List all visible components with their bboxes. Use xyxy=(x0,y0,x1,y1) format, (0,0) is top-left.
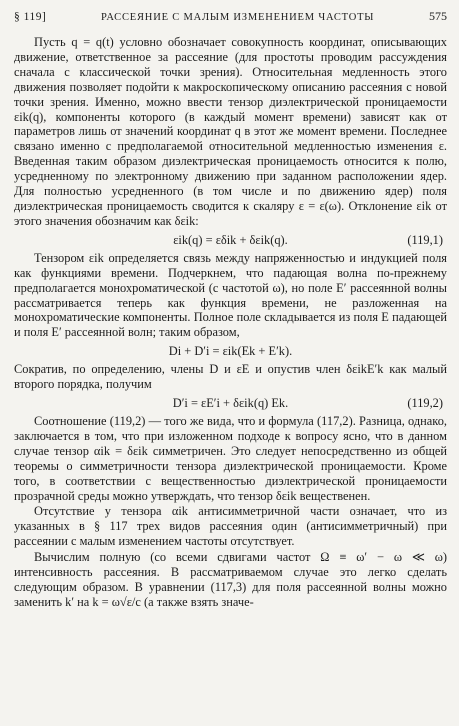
paragraph: Вычислим полную (со всеми сдвигами частот Ω ≡ ω′ − ω ≪ ω) интенсивность рассеяния. В рассматриваемом случае это легко сделать следующим образом. В уравнении (117,3) для поля рассеянной волны можно заменить k′ на k = ω√ε/c (а также взять значе- xyxy=(14,550,447,609)
running-title: РАССЕЯНИЕ С МАЛЫМ ИЗМЕНЕНИЕМ ЧАСТОТЫ xyxy=(101,12,375,23)
equation xyxy=(14,340,447,362)
running-header xyxy=(14,9,447,25)
paragraph: Отсутствие у тензора αik антисимметричной части означает, что из указанных в § 117 трех видов рассеяния один (антисимметричный) при рассеянии с малым изменением частоты отсутствует. xyxy=(14,504,447,549)
paragraph: Тензором εik определяется связь между напряженностью и индукцией поля как функциями времени. Подчеркнем, что падающая волна по-прежнему предполагается монохроматической (с частотой ω), но поле E′ рассеянной волны рассматривается теперь как функция времени, не разложенная на монохроматические компоненты. Полное поле складывается из поля E падающей и поля E′ рассеянной волн; таким образом, xyxy=(14,250,447,340)
equation xyxy=(14,392,447,414)
equation-formula: Di + D′i = εik(Ek + E′k). xyxy=(168,344,293,359)
equation-number: (119,1) xyxy=(407,232,443,247)
page-number: 575 xyxy=(429,9,447,23)
equation xyxy=(14,229,447,251)
page-body xyxy=(14,35,447,610)
equation-formula: D′i = εE′i + δεik(q) Ek. xyxy=(172,396,289,411)
paragraph: Пусть q = q(t) условно обозначает совокупность координат, описывающих движение, ответственное за рассеяние (для простоты проводим рассуждения сначала с классической точки зрения). Относительная медленность этого движения позволяет подойти к макроскопическому описанию рассеяния с новой точки зрения. Именно, можно ввести тензор диэлектрической проницаемости εik(q), компоненты которого (в каждый момент времени) зависят как от параметров лишь от значений координат q в этот же момент времени. Последнее связано именно с предполагаемой относительной медленностью изменения ε. Введенная таким образом диэлектрическая проницаемость относится к полю, усредненному по электронному движению при заданном расположении ядер. Для полностью усредненного (в том числе и по движению ядер) поля диэлектрическая проницаемость сводится к скаляру ε = ε(ω). Отклонение εik от этого значения обозначим как δεik: xyxy=(14,35,447,228)
section-reference: § 119] xyxy=(14,11,47,23)
equation-number: (119,2) xyxy=(407,396,443,411)
paragraph: Сократив, по определению, члены D и εE и опустив член δεikE′k как малый второго порядка, получим xyxy=(14,362,447,392)
paragraph: Соотношение (119,2) — того же вида, что и формула (117,2). Разница, однако, заключается в том, что при изложенном подходе к вопросу ясно, что в данном случае тензор αik = δεik симметричен. Это следует непосредственно из общей теоремы о симметричности тензора диэлектрической проницаемости. Кроме того, в соответствии с вещественностью диэлектрической проницаемости прозрачной среды можно утверждать, что тензор δεik вещественен. xyxy=(14,414,447,503)
equation-formula: εik(q) = εδik + δεik(q). xyxy=(173,232,288,247)
